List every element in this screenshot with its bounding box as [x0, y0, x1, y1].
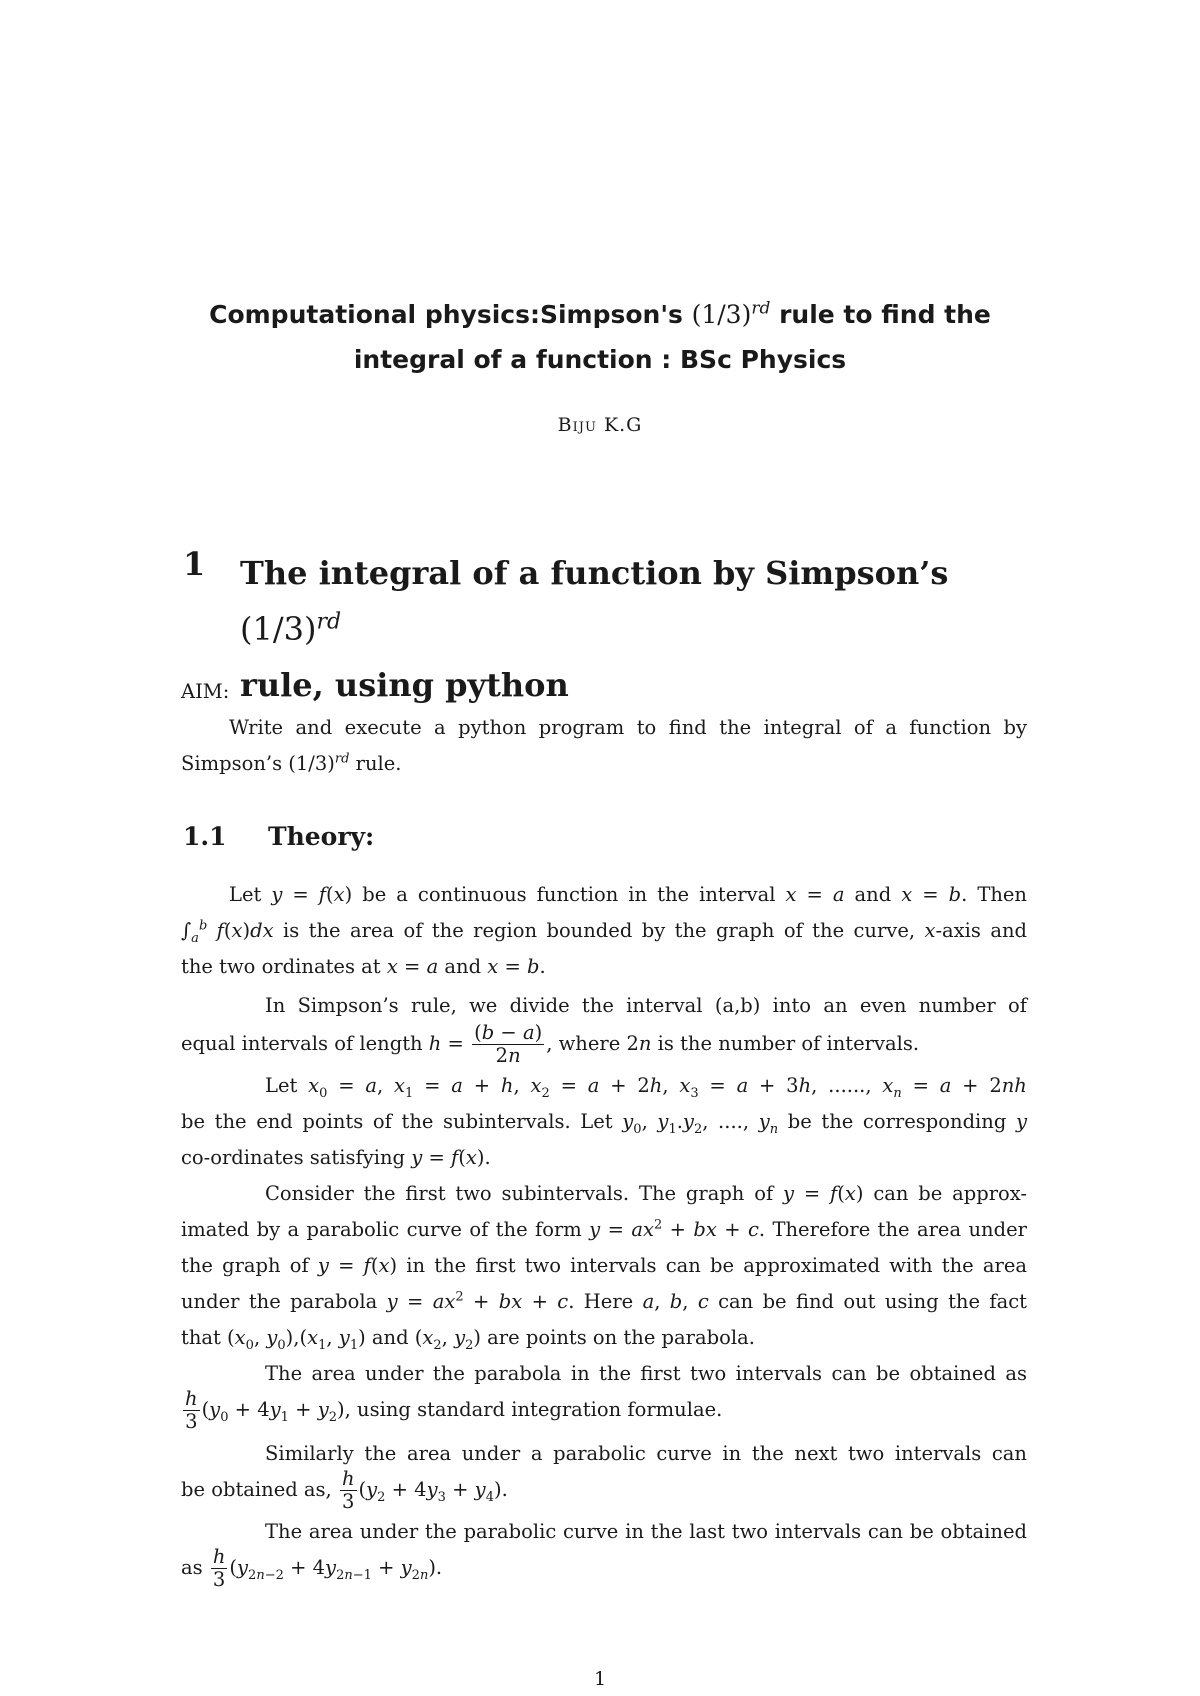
theory-paragraph-7: The area under the parabolic curve in the last two intervals can be obtained as $\frac{h}{3}$ $(y_{2n-2} + 4y_{2n-1} + y_{2n})$. — [181, 1520, 1027, 1591]
subsection-title: Theory: — [268, 822, 375, 851]
title-line-2: integral of a function : BSc Physics — [353, 345, 847, 374]
fraction-h: $\frac{(b - a)}{2n}$ — [474, 1021, 543, 1067]
theory-paragraph-4: Consider the first two subintervals. The graph of y = f(x) can be approx- imated by a parabolic curve of the form $y = ax^2$ + bx + c. Therefore the area under the graph of y = f(x) in the first two intervals can be approximated with the area under the parabola $y = ax^2$ + bx + c. Here a, b, c can be find out using the fact that ($x_0$, $y_0),(x_1$, $y_1$) and ($x_2$, $y_2$) are points on the parabola. — [181, 1182, 1027, 1353]
title-line-1: Computational physics:Simpson's $(1/3)^{rd}$ rule to find the — [209, 298, 991, 329]
theory-paragraph-3: Let $x_0 = a$, $x_1 = a + h$, $x_2 = a + 2h$, $x_3 = a + 3h$, ......, $x_n = a + 2nh$ be the end points of the subintervals. Let $y_0$, $y_1.y_2$, ...., $y_n$ be the corresponding y co-ordinates satisfying y = f(x). — [181, 1074, 1027, 1169]
theory-paragraph-5: The area under the parabola in the first two intervals can be obtained as $\frac{h}{3}$ $(y_0 + 4y_1 + y_2)$, using standard integration formulae. — [185, 1362, 1027, 1433]
fraction-h-over-3: $\frac{h}{3}$ — [185, 1387, 198, 1433]
fraction-h-over-3: $\frac{h}{3}$ — [212, 1545, 226, 1591]
aim-label: AIM: — [181, 680, 230, 703]
paper-title — [0, 292, 1200, 382]
page-number: 1 — [593, 1668, 607, 1690]
section-number: 1 — [183, 545, 206, 583]
theory-paragraph-6: Similarly the area under a parabolic curve in the next two intervals can be obtained as, $\frac{h}{3}$ $(y_2 + 4y_3 + y_4)$. — [181, 1442, 1027, 1513]
theory-paragraph-2: In Simpson’s rule, we divide the interval (a,b) into an even number of equal intervals of length h = $\frac{(b - a)}{2n}$ , where 2n is the number of intervals. — [181, 994, 1027, 1067]
author-name: Biju K.G — [557, 414, 643, 436]
section-title: The integral of a function by Simpson’s $(1/3)^{rd}$ rule, using python — [240, 554, 949, 704]
theory-paragraph-1: Let y = f(x) be a continuous function in the interval x = a and x = b. Then $\int_a^b$ f(x)dx is the area of the region bounded by the graph of the curve, x-axis and the two ordinates at x = a and x = b. — [181, 883, 1027, 978]
fraction-h-over-3: $\frac{h}{3}$ — [341, 1467, 355, 1513]
aim-text: Write and execute a python program to find the integral of a function by Simpson’s $(1/3)^{rd}$ rule. — [181, 716, 1027, 775]
subsection-number: 1.1 — [183, 822, 227, 851]
